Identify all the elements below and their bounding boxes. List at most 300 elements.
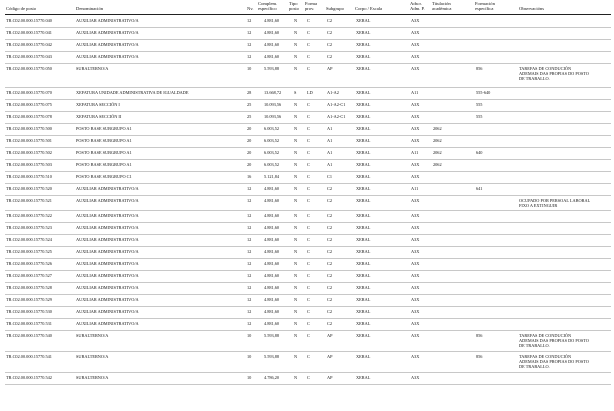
cell-corpo: XERAL — [356, 261, 371, 266]
cell-complemento: 4.881,60 — [264, 42, 280, 47]
cell-codigo: TR.C02.00.000.15770.520 — [6, 186, 52, 191]
cell-tipo: N — [294, 333, 298, 338]
cell-corpo: XERAL — [356, 54, 371, 59]
cell-subgrupo: C2 — [327, 54, 333, 59]
cell-corpo: XERAL — [356, 237, 371, 242]
cell-forma: C — [307, 273, 310, 278]
cell-nivel: 12 — [247, 273, 252, 278]
cell-subgrupo: A1-A2 — [327, 90, 339, 95]
cell-denominacion: AUXILIAR ADMINISTRATIVO/A — [76, 273, 139, 278]
header-rule — [5, 14, 611, 15]
cell-codigo: TR.C02.00.000.15770.042 — [6, 42, 52, 47]
cell-subgrupo: A1 — [327, 126, 333, 131]
cell-codigo: TR.C02.00.000.15770.542 — [6, 375, 52, 380]
cell-nivel: 25 — [247, 102, 252, 107]
cell-subgrupo: C2 — [327, 18, 333, 23]
cell-tipo: N — [294, 297, 298, 302]
table-row — [0, 295, 614, 307]
cell-adscricion: A3X — [411, 102, 420, 107]
cell-subgrupo: AP — [327, 333, 333, 338]
cell-subgrupo: A1 — [327, 138, 333, 143]
cell-tipo: N — [294, 126, 298, 131]
cell-codigo: TR.C02.00.000.15770.040 — [6, 18, 52, 23]
cell-forma: C — [307, 126, 310, 131]
cell-nivel: 10 — [247, 354, 252, 359]
header-denominacion: Denominación — [76, 6, 104, 11]
cell-codigo: TR.C02.00.000.15770.503 — [6, 162, 52, 167]
cell-nivel: 12 — [247, 309, 252, 314]
cell-subgrupo: C2 — [327, 285, 333, 290]
table-row — [0, 88, 614, 100]
cell-denominacion: AUXILIAR ADMINISTRATIVO/A — [76, 18, 139, 23]
cell-codigo: TR.C02.00.000.15770.526 — [6, 261, 52, 266]
cell-nivel: 12 — [247, 18, 252, 23]
cell-codigo: TR.C02.00.000.15770.524 — [6, 237, 52, 242]
cell-complemento: 4.881,60 — [264, 213, 280, 218]
cell-denominacion: AUXILIAR ADMINISTRATIVO/A — [76, 30, 139, 35]
cell-forma: C — [307, 249, 310, 254]
cell-complemento: 10.093,56 — [264, 114, 282, 119]
cell-subgrupo: C2 — [327, 198, 333, 203]
cell-titulacion: 2062 — [433, 138, 442, 143]
cell-subgrupo: A1 — [327, 150, 333, 155]
cell-tipo: N — [294, 225, 298, 230]
cell-corpo: XERAL — [356, 138, 371, 143]
cell-tipo: N — [294, 174, 298, 179]
header-complemento: Complem. específico — [258, 1, 278, 12]
cell-adscricion: A3X — [411, 198, 420, 203]
table-row — [0, 247, 614, 259]
cell-denominacion: AUXILIAR ADMINISTRATIVO/A — [76, 213, 139, 218]
cell-denominacion: AUXILIAR ADMINISTRATIVO/A — [76, 186, 139, 191]
table-row — [0, 112, 614, 124]
cell-complemento: 13.668,72 — [264, 90, 282, 95]
cell-adscricion: A3X — [411, 309, 420, 314]
cell-denominacion: AUXILIAR ADMINISTRATIVO/A — [76, 297, 139, 302]
cell-complemento: 5.593,88 — [264, 66, 280, 71]
cell-denominacion: POSTO BASE SUBGRUPO A1 — [76, 150, 132, 155]
cell-codigo: TR.C02.00.000.15770.510 — [6, 174, 52, 179]
cell-corpo: XERAL — [356, 114, 371, 119]
cell-subgrupo: A1-A2-C1 — [327, 114, 346, 119]
cell-forma: C — [307, 354, 310, 359]
cell-adscricion: A3X — [411, 273, 420, 278]
cell-titulacion: 2062 — [433, 126, 442, 131]
cell-tipo: N — [294, 18, 298, 23]
cell-denominacion: AUXILIAR ADMINISTRATIVO/A — [76, 309, 139, 314]
header-formacion: Formación específica — [475, 1, 495, 12]
cell-complemento: 4.881,60 — [264, 18, 280, 23]
cell-nivel: 12 — [247, 30, 252, 35]
cell-forma: C — [307, 297, 310, 302]
cell-denominacion: SUBALTERNO/A — [76, 375, 109, 380]
cell-complemento: 6.003,52 — [264, 138, 280, 143]
cell-tipo: N — [294, 30, 298, 35]
table-row — [0, 136, 614, 148]
cell-formacion: 555-640 — [476, 90, 491, 95]
cell-forma: C — [307, 102, 310, 107]
cell-subgrupo: C1 — [327, 174, 333, 179]
cell-corpo: XERAL — [356, 273, 371, 278]
cell-subgrupo: C2 — [327, 42, 333, 47]
cell-subgrupo: C2 — [327, 321, 333, 326]
cell-forma: C — [307, 42, 310, 47]
cell-denominacion: XEFATURA SECCIÓN I — [76, 102, 120, 107]
cell-forma: C — [307, 285, 310, 290]
table-row — [0, 148, 614, 160]
cell-corpo: XERAL — [356, 354, 371, 359]
cell-formacion: 856 — [476, 66, 483, 71]
cell-complemento: 4.881,60 — [264, 321, 280, 326]
cell-forma: C — [307, 375, 310, 380]
cell-corpo: XERAL — [356, 285, 371, 290]
table-row — [0, 283, 614, 295]
cell-forma: C — [307, 237, 310, 242]
cell-nivel: 25 — [247, 114, 252, 119]
cell-nivel: 10 — [247, 375, 252, 380]
cell-complemento: 5.593,88 — [264, 333, 280, 338]
cell-tipo: N — [294, 249, 298, 254]
header-observacions: Observacións — [519, 6, 545, 11]
table-row — [0, 235, 614, 247]
cell-corpo: XERAL — [356, 18, 371, 23]
cell-adscricion: A3X — [411, 66, 420, 71]
cell-tipo: N — [294, 66, 298, 71]
cell-nivel: 12 — [247, 261, 252, 266]
table-row — [0, 352, 614, 373]
cell-tipo: N — [294, 321, 298, 326]
cell-adscricion: A11 — [411, 186, 419, 191]
table-row — [0, 196, 614, 211]
cell-nivel: 16 — [247, 174, 252, 179]
cell-nivel: 12 — [247, 213, 252, 218]
cell-adscricion: A3X — [411, 54, 420, 59]
cell-nivel: 12 — [247, 297, 252, 302]
header-codigo: Código de posto — [6, 6, 37, 11]
cell-adscricion: A3X — [411, 126, 420, 131]
cell-complemento: 6.003,52 — [264, 126, 280, 131]
cell-codigo: TR.C02.00.000.15770.501 — [6, 138, 52, 143]
cell-adscricion: A3X — [411, 237, 420, 242]
cell-adscricion: A3X — [411, 30, 420, 35]
cell-denominacion: AUXILIAR ADMINISTRATIVO/A — [76, 42, 139, 47]
cell-forma: C — [307, 333, 310, 338]
cell-subgrupo: C2 — [327, 261, 333, 266]
cell-complemento: 4.881,60 — [264, 309, 280, 314]
cell-complemento: 6.003,52 — [264, 150, 280, 155]
cell-denominacion: AUXILIAR ADMINISTRATIVO/A — [76, 198, 139, 203]
cell-denominacion: AUXILIAR ADMINISTRATIVO/A — [76, 237, 139, 242]
cell-tipo: N — [294, 309, 298, 314]
cell-forma: C — [307, 54, 310, 59]
cell-formacion: 641 — [476, 186, 483, 191]
cell-tipo: N — [294, 138, 298, 143]
cell-adscricion: A3X — [411, 162, 420, 167]
cell-denominacion: AUXILIAR ADMINISTRATIVO/A — [76, 321, 139, 326]
cell-tipo: N — [294, 54, 298, 59]
cell-subgrupo: A1-A2-C1 — [327, 102, 346, 107]
cell-adscricion: A3X — [411, 333, 420, 338]
cell-forma: C — [307, 261, 310, 266]
cell-nivel: 12 — [247, 225, 252, 230]
cell-corpo: XERAL — [356, 150, 371, 155]
cell-codigo: TR.C02.00.000.15770.525 — [6, 249, 52, 254]
cell-forma: C — [307, 18, 310, 23]
header-nivel: Nv. — [247, 6, 254, 11]
cell-subgrupo: C2 — [327, 309, 333, 314]
cell-corpo: XERAL — [356, 198, 371, 203]
table-row — [0, 373, 614, 385]
cell-tipo: N — [294, 261, 298, 266]
table-row — [0, 307, 614, 319]
cell-adscricion: A3X — [411, 297, 420, 302]
cell-complemento: 4.881,60 — [264, 198, 280, 203]
cell-tipo: N — [294, 114, 298, 119]
cell-tipo: N — [294, 354, 298, 359]
cell-formacion: 640 — [476, 150, 483, 155]
cell-nivel: 10 — [247, 66, 252, 71]
cell-subgrupo: C2 — [327, 30, 333, 35]
table-row — [0, 124, 614, 136]
cell-codigo: TR.C02.00.000.15770.041 — [6, 30, 52, 35]
cell-codigo: TR.C02.00.000.15770.078 — [6, 114, 52, 119]
cell-complemento: 6.003,52 — [264, 162, 280, 167]
cell-adscricion: A3X — [411, 138, 420, 143]
cell-adscricion: A3X — [411, 114, 420, 119]
cell-tipo: N — [294, 213, 298, 218]
cell-codigo: TR.C02.00.000.15770.500 — [6, 126, 52, 131]
table-row — [0, 172, 614, 184]
cell-denominacion: AUXILIAR ADMINISTRATIVO/A — [76, 261, 139, 266]
cell-corpo: XERAL — [356, 90, 371, 95]
cell-corpo: XERAL — [356, 102, 371, 107]
cell-corpo: XERAL — [356, 321, 371, 326]
cell-observacions: TAREFAS DE CONDUCIÓN ADEMAIS DAS PROPIAS DO POSTO DE TRABALLO. — [519, 66, 589, 81]
cell-forma: C — [307, 66, 310, 71]
cell-denominacion: SUBALTERNO/A — [76, 66, 109, 71]
cell-forma: C — [307, 174, 310, 179]
cell-tipo: N — [294, 150, 298, 155]
cell-nivel: 20 — [247, 162, 252, 167]
table-row — [0, 184, 614, 196]
cell-adscricion: A3X — [411, 261, 420, 266]
cell-forma: C — [307, 186, 310, 191]
cell-nivel: 12 — [247, 42, 252, 47]
cell-forma: C — [307, 309, 310, 314]
cell-denominacion: AUXILIAR ADMINISTRATIVO/A — [76, 225, 139, 230]
cell-formacion: 856 — [476, 333, 483, 338]
cell-codigo: TR.C02.00.000.15770.043 — [6, 54, 52, 59]
cell-codigo: TR.C02.00.000.15770.075 — [6, 102, 52, 107]
cell-nivel: 12 — [247, 285, 252, 290]
cell-subgrupo: AP — [327, 375, 333, 380]
cell-subgrupo: C2 — [327, 297, 333, 302]
cell-tipo: N — [294, 198, 298, 203]
cell-nivel: 20 — [247, 126, 252, 131]
cell-complemento: 4.881,60 — [264, 249, 280, 254]
cell-subgrupo: C2 — [327, 186, 333, 191]
cell-codigo: TR.C02.00.000.15770.541 — [6, 354, 52, 359]
cell-subgrupo: C2 — [327, 237, 333, 242]
cell-observacions: TAREFAS DE CONDUCIÓN ADEMAIS DAS PROPIAS DO POSTO DE TRABALLO. — [519, 333, 589, 348]
cell-nivel: 12 — [247, 321, 252, 326]
cell-codigo: TR.C02.00.000.15770.521 — [6, 198, 52, 203]
cell-tipo: N — [294, 237, 298, 242]
cell-tipo: N — [294, 273, 298, 278]
cell-codigo: TR.C02.00.000.15770.070 — [6, 90, 52, 95]
cell-tipo: N — [294, 186, 298, 191]
cell-corpo: XERAL — [356, 30, 371, 35]
header-titulacion: Titulación académica — [432, 1, 452, 12]
table-row — [0, 52, 614, 64]
cell-nivel: 12 — [247, 237, 252, 242]
cell-nivel: 10 — [247, 333, 252, 338]
cell-nivel: 20 — [247, 150, 252, 155]
table-row — [0, 160, 614, 172]
cell-forma: C — [307, 321, 310, 326]
cell-denominacion: AUXILIAR ADMINISTRATIVO/A — [76, 54, 139, 59]
cell-codigo: TR.C02.00.000.15770.523 — [6, 225, 52, 230]
cell-subgrupo: A1 — [327, 162, 333, 167]
cell-complemento: 4.881,60 — [264, 30, 280, 35]
cell-denominacion: AUXILIAR ADMINISTRATIVO/A — [76, 249, 139, 254]
cell-forma: C — [307, 150, 310, 155]
cell-subgrupo: AP — [327, 354, 333, 359]
cell-forma: C — [307, 138, 310, 143]
cell-adscricion: A11 — [411, 90, 419, 95]
header-forma: Forma prov. — [305, 1, 317, 12]
cell-codigo: TR.C02.00.000.15770.540 — [6, 333, 52, 338]
table-row — [0, 211, 614, 223]
cell-formacion: 555 — [476, 114, 483, 119]
cell-titulacion: 2062 — [433, 150, 442, 155]
cell-tipo: N — [294, 285, 298, 290]
cell-adscricion: A3X — [411, 354, 420, 359]
cell-corpo: XERAL — [356, 297, 371, 302]
cell-corpo: XERAL — [356, 42, 371, 47]
cell-tipo: S — [294, 90, 297, 95]
cell-codigo: TR.C02.00.000.15770.050 — [6, 66, 52, 71]
cell-corpo: XERAL — [356, 162, 371, 167]
cell-complemento: 5.593,88 — [264, 354, 280, 359]
cell-forma: C — [307, 162, 310, 167]
cell-subgrupo: C2 — [327, 213, 333, 218]
cell-tipo: N — [294, 162, 298, 167]
cell-formacion: 856 — [476, 354, 483, 359]
cell-denominacion: POSTO BASE SUBGRUPO A1 — [76, 162, 132, 167]
cell-complemento: 4.881,60 — [264, 285, 280, 290]
cell-adscricion: A3X — [411, 225, 420, 230]
table-row — [0, 271, 614, 283]
cell-denominacion: SUBALTERNO/A — [76, 333, 109, 338]
header-subgrupo: Subgrupo — [326, 6, 344, 11]
cell-complemento: 4.881,60 — [264, 54, 280, 59]
cell-corpo: XERAL — [356, 174, 371, 179]
table-row — [0, 319, 614, 331]
cell-adscricion: A11 — [411, 150, 419, 155]
cell-adscricion: A3X — [411, 42, 420, 47]
cell-corpo: XERAL — [356, 213, 371, 218]
cell-complemento: 4.881,60 — [264, 297, 280, 302]
cell-denominacion: XEFATURA SECCIÓN II — [76, 114, 122, 119]
cell-forma: C — [307, 225, 310, 230]
cell-nivel: 12 — [247, 54, 252, 59]
cell-denominacion: POSTO BASE SUBGRUPO C1 — [76, 174, 132, 179]
cell-forma: C — [307, 198, 310, 203]
table-row — [0, 259, 614, 271]
cell-nivel: 12 — [247, 249, 252, 254]
cell-complemento: 4.881,60 — [264, 273, 280, 278]
cell-complemento: 5.121,84 — [264, 174, 280, 179]
header-tipo: Tipo posto — [289, 1, 299, 12]
cell-corpo: XERAL — [356, 126, 371, 131]
cell-nivel: 28 — [247, 90, 252, 95]
table-row — [0, 64, 614, 88]
table-row — [0, 28, 614, 40]
table-row — [0, 331, 614, 352]
cell-codigo: TR.C02.00.000.15770.522 — [6, 213, 52, 218]
cell-codigo: TR.C02.00.000.15770.531 — [6, 321, 52, 326]
cell-corpo: XERAL — [356, 375, 371, 380]
table-row — [0, 16, 614, 28]
cell-nivel: 20 — [247, 138, 252, 143]
cell-complemento: 4.786,20 — [264, 375, 280, 380]
cell-adscricion: A3X — [411, 285, 420, 290]
cell-observacions: OCUPADO POR PERSOAL LABORAL FIXO A EXTINGUIR — [519, 198, 591, 208]
cell-complemento: 4.881,60 — [264, 261, 280, 266]
cell-corpo: XERAL — [356, 309, 371, 314]
cell-nivel: 12 — [247, 198, 252, 203]
header-corpo: Corpo / Escala — [355, 6, 383, 11]
cell-subgrupo: AP — [327, 66, 333, 71]
table-row — [0, 40, 614, 52]
cell-corpo: XERAL — [356, 186, 371, 191]
cell-subgrupo: C2 — [327, 273, 333, 278]
cell-corpo: XERAL — [356, 66, 371, 71]
cell-adscricion: A3X — [411, 321, 420, 326]
cell-tipo: N — [294, 102, 298, 107]
cell-forma: C — [307, 114, 310, 119]
cell-corpo: XERAL — [356, 249, 371, 254]
cell-nivel: 12 — [247, 186, 252, 191]
cell-adscricion: A3X — [411, 174, 420, 179]
cell-corpo: XERAL — [356, 333, 371, 338]
table-row — [0, 223, 614, 235]
cell-denominacion: SUBALTERNO/A — [76, 354, 109, 359]
cell-complemento: 4.881,60 — [264, 237, 280, 242]
cell-subgrupo: C2 — [327, 249, 333, 254]
cell-complemento: 4.881,60 — [264, 186, 280, 191]
cell-denominacion: XEFATURA UNIDADE ADMINISTRATIVA DE IGUALDADE — [76, 90, 189, 95]
cell-complemento: 4.881,60 — [264, 225, 280, 230]
cell-codigo: TR.C02.00.000.15770.502 — [6, 150, 52, 155]
cell-codigo: TR.C02.00.000.15770.530 — [6, 309, 52, 314]
cell-forma: LD — [307, 90, 313, 95]
cell-codigo: TR.C02.00.000.15770.529 — [6, 297, 52, 302]
cell-adscricion: A3X — [411, 18, 420, 23]
cell-forma: C — [307, 213, 310, 218]
cell-codigo: TR.C02.00.000.15770.527 — [6, 273, 52, 278]
cell-denominacion: POSTO BASE SUBGRUPO A1 — [76, 126, 132, 131]
table-row — [0, 100, 614, 112]
cell-corpo: XERAL — [356, 225, 371, 230]
cell-forma: C — [307, 30, 310, 35]
cell-tipo: N — [294, 42, 298, 47]
cell-denominacion: AUXILIAR ADMINISTRATIVO/A — [76, 285, 139, 290]
cell-titulacion: 2062 — [433, 162, 442, 167]
header-adscricion: Adscr. Adm. P. — [410, 1, 425, 12]
cell-adscricion: A3X — [411, 213, 420, 218]
